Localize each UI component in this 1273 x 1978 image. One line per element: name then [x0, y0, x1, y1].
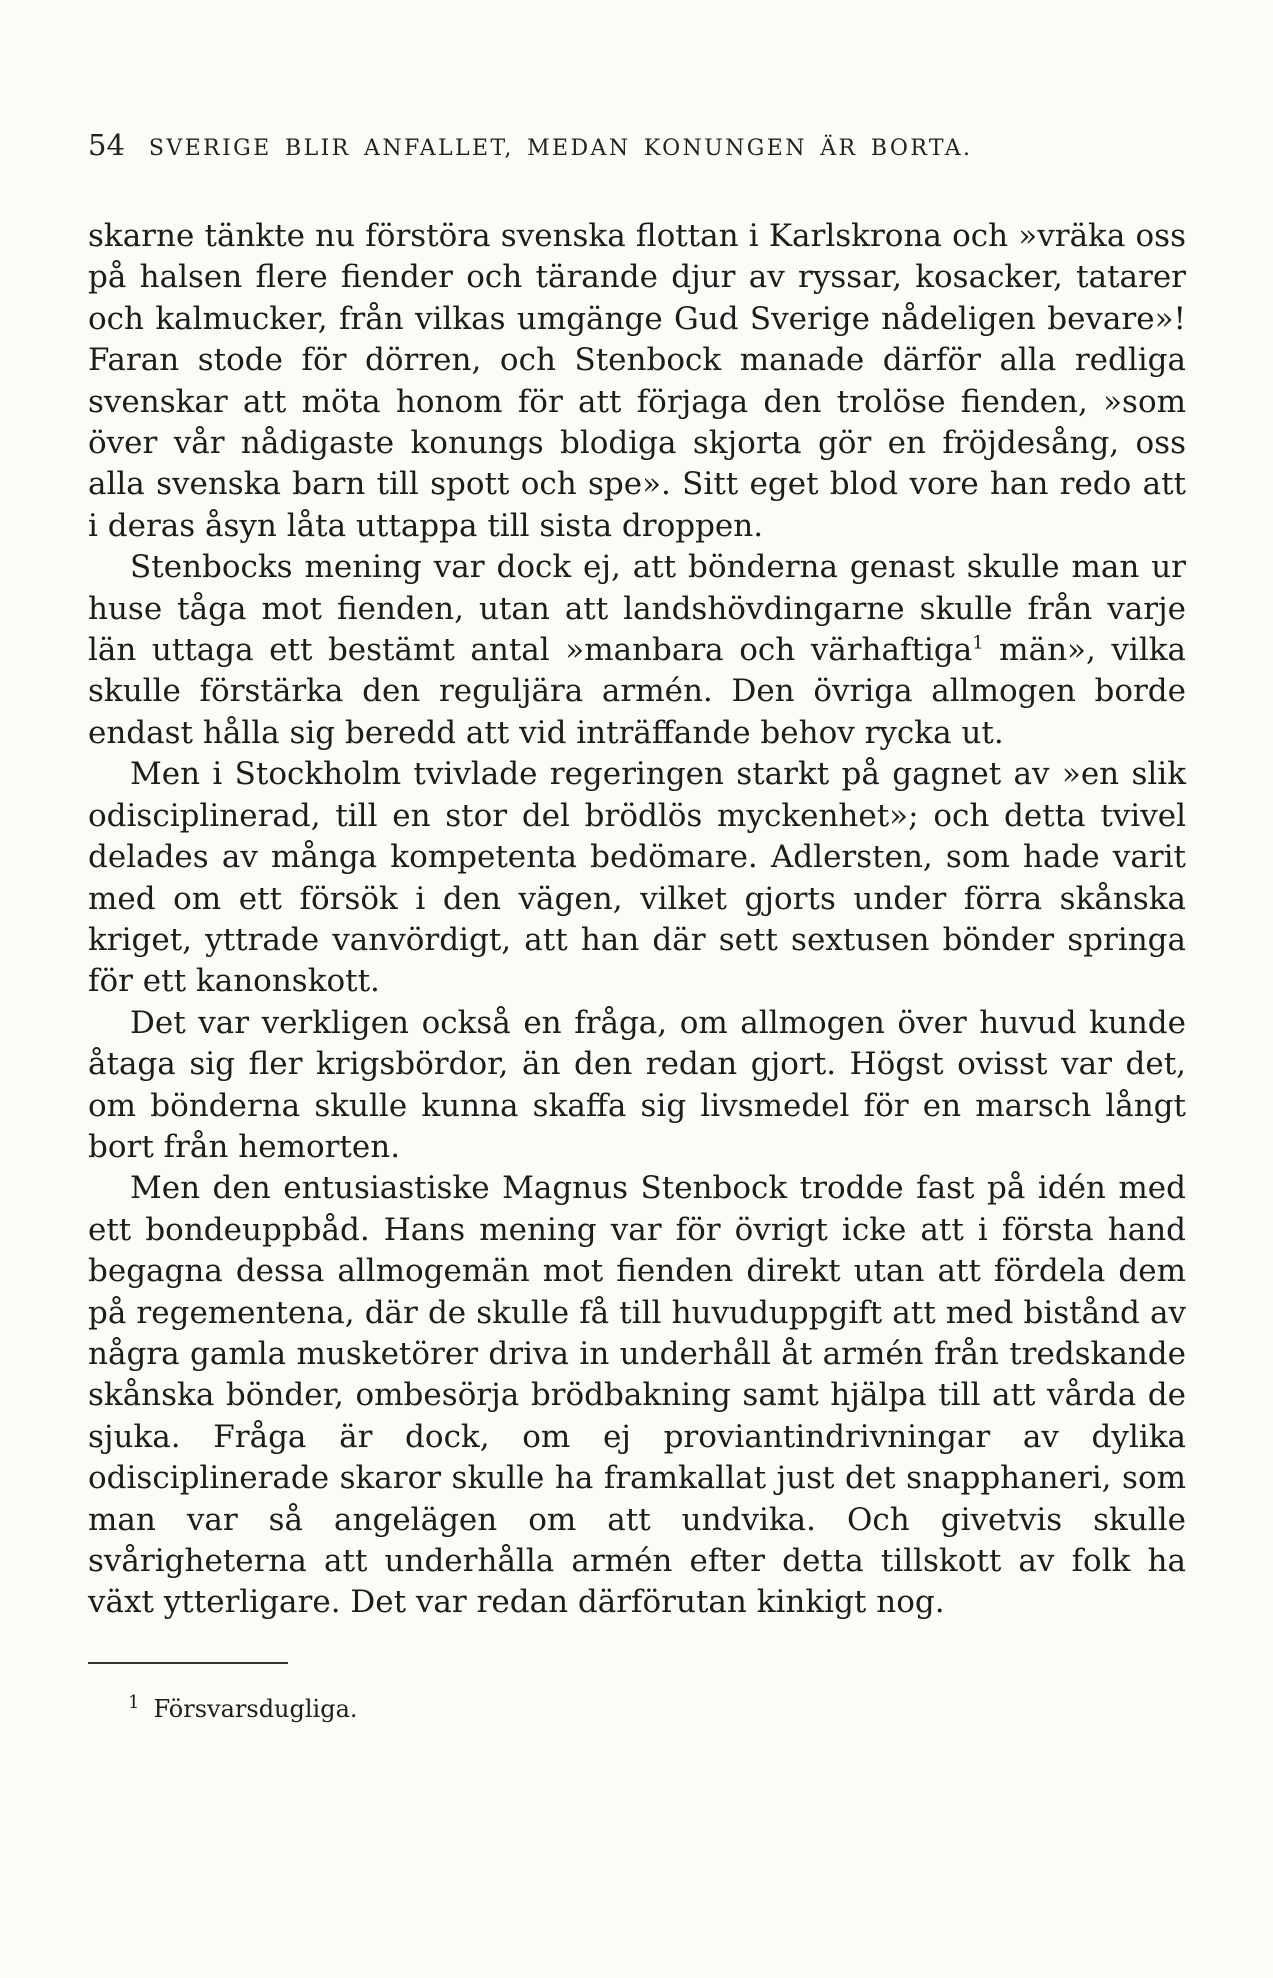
paragraph-3: Men i Stockholm tvivlade regeringen starkt på gagnet av »en slik odisciplinerad, till en stor del brödlös myckenhet»; och detta tvivel delades av många kompetenta bedömare. Adlersten, som hade varit med om ett försök i den vägen, vilket gjorts under förra skånska kriget, yttrade vanvördigt, att han där sett sextusen bönder springa för ett kanonskott.	[88, 756, 1186, 1000]
body-text	[88, 216, 1186, 1624]
footnote-reference: 1	[972, 632, 984, 654]
paragraph-4: Det var verkligen också en fråga, om allmogen över huvud kunde åtaga sig fler krigsbördor, än den redan gjort. Högst ovisst var det, om bönderna skulle kunna skaffa sig livsmedel för en marsch långt bort från hemorten.	[88, 1004, 1186, 1165]
running-header	[88, 128, 1186, 164]
running-title: SVERIGE BLIR ANFALLET, MEDAN KONUNGEN ÄR BORTA.	[148, 136, 973, 161]
footnote-divider	[88, 1662, 288, 1664]
paragraph-2-text-after-note: män», vilka skulle förstärka den reguljära armén. Den övriga allmogen borde endast hålla sig beredd att vid inträffande behov rycka ut.	[88, 632, 1187, 751]
footnote	[88, 1691, 1186, 1724]
paragraph-5: Men den entusiastiske Magnus Stenbock trodde fast på idén med ett bondeuppbåd. Hans mening var för övrigt icke att i första hand begagna dessa allmogemän mot fienden direkt utan att fördela dem på regementena, där de skulle få till huvuduppgift att med bistånd av några gamla musketörer driva in underhåll åt armén från tredskande skånska bönder, ombesörja brödbakning samt hjälpa till att vårda de sjuka. Fråga är dock, om ej proviantindrivningar av dylika odisciplinerade skaror skulle ha framkallat just det snapphaneri, som man var så angelägen om att undvika. Och givetvis skulle svårigheterna att underhålla armén efter detta tillskott av folk ha växt ytterligare. Det var redan därförutan kinkigt nog.	[88, 1170, 1186, 1621]
footnote-marker: 1	[128, 1691, 140, 1713]
paragraph-2	[88, 547, 1186, 754]
page-number: 54	[88, 128, 125, 162]
book-page	[88, 128, 1186, 1724]
footnote-text: Försvarsdugliga.	[153, 1694, 358, 1723]
paragraph-1: skarne tänkte nu förstöra svenska flottan i Karlskrona och »vräka oss på halsen flere fiender och tärande djur av ryssar, kosacker, tatarer och kalmucker, från vilkas umgänge Gud Sverige nådeligen bevare»! Faran stode för dörren, och Stenbock manade därför alla redliga svenskar att möta honom för att förjaga den trolöse fienden, »som över vår nådigaste konungs blodiga skjorta gör en fröjdesång, oss alla svenska barn till spott och spe». Sitt eget blod vore han redo att i deras åsyn låta uttappa till sista droppen.	[88, 218, 1186, 544]
paragraph-2-text-before-note: Stenbocks mening var dock ej, att bönderna genast skulle man ur huse tåga mot fienden, utan att landshövdingarne skulle från varje län uttaga ett bestämt antal »manbara och värhaftiga	[88, 549, 1186, 669]
